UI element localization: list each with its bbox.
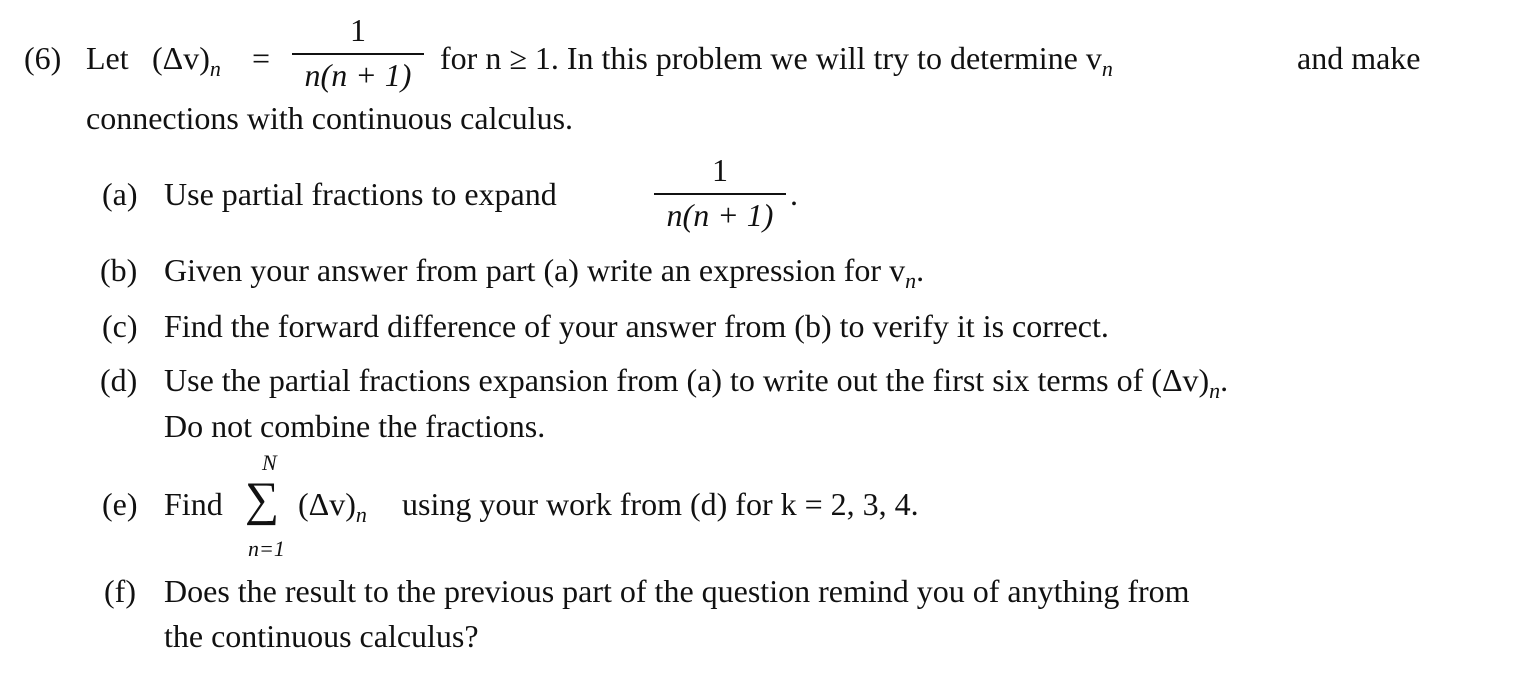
part-f-line-1: Does the result to the previous part of the question remind you of anything from (164, 573, 1190, 609)
problem-fraction-bar (292, 53, 424, 55)
part-e-delta-v: (Δv) (298, 486, 356, 522)
delta-v-term (152, 40, 221, 81)
v-subscript: n (1101, 56, 1113, 81)
part-e-label: (e) (102, 486, 138, 522)
part-d-text (164, 362, 1229, 403)
part-a-fraction-numerator: 1 (712, 152, 728, 188)
part-f-line-2: the continuous calculus? (164, 618, 479, 654)
sum-upper-limit: N (262, 450, 277, 475)
problem-condition-text: for n ≥ 1. In this problem we will try to determine v (440, 40, 1102, 76)
part-a-fraction-bar (654, 193, 786, 195)
part-a-fraction (654, 152, 786, 234)
part-b-text (164, 252, 925, 293)
part-e-rest: using your work from (d) for k = 2, 3, 4. (402, 486, 919, 522)
problem-fraction-numerator: 1 (350, 12, 366, 48)
problem-line-2: connections with continuous calculus. (86, 100, 574, 136)
sigma-symbol: ∑ (245, 473, 280, 526)
part-c-label: (c) (102, 308, 138, 344)
equals-sign: = (252, 40, 271, 76)
part-c-text: Find the forward difference of your answer from (b) to verify it is correct. (164, 308, 1109, 344)
part-e-subscript: n (355, 502, 367, 527)
part-d-line-2: Do not combine the fractions. (164, 408, 546, 444)
delta-v-label: (Δv) (152, 40, 210, 76)
part-d-subscript: n (1209, 378, 1221, 403)
part-b-label: (b) (100, 252, 138, 288)
part-a-fraction-denominator: n(n + 1) (666, 197, 774, 233)
delta-v-subscript: n (209, 56, 221, 81)
part-e-term (298, 486, 367, 527)
problem-fraction (292, 12, 424, 94)
problem-number: (6) (24, 40, 62, 76)
problem-and-make: and make (1297, 40, 1421, 76)
part-a-period: . (790, 176, 798, 212)
part-a-label: (a) (102, 176, 138, 212)
part-f-label: (f) (104, 573, 136, 609)
problem-fraction-denominator: n(n + 1) (304, 57, 412, 93)
let-text: Let (86, 40, 129, 76)
part-d-period: . (1220, 362, 1229, 398)
sum-lower-limit: n=1 (248, 536, 285, 561)
part-a-text: Use partial fractions to expand (164, 176, 557, 212)
problem-condition (440, 40, 1113, 81)
part-b-text-main: Given your answer from part (a) write an expression for v (164, 252, 906, 288)
part-b-subscript: n (905, 268, 917, 293)
part-b-period: . (916, 252, 925, 288)
part-e-find: Find (164, 486, 223, 522)
part-d-text-main: Use the partial fractions expansion from (a) to write out the first six terms of (Δv) (164, 362, 1210, 398)
part-d-label: (d) (100, 362, 138, 398)
